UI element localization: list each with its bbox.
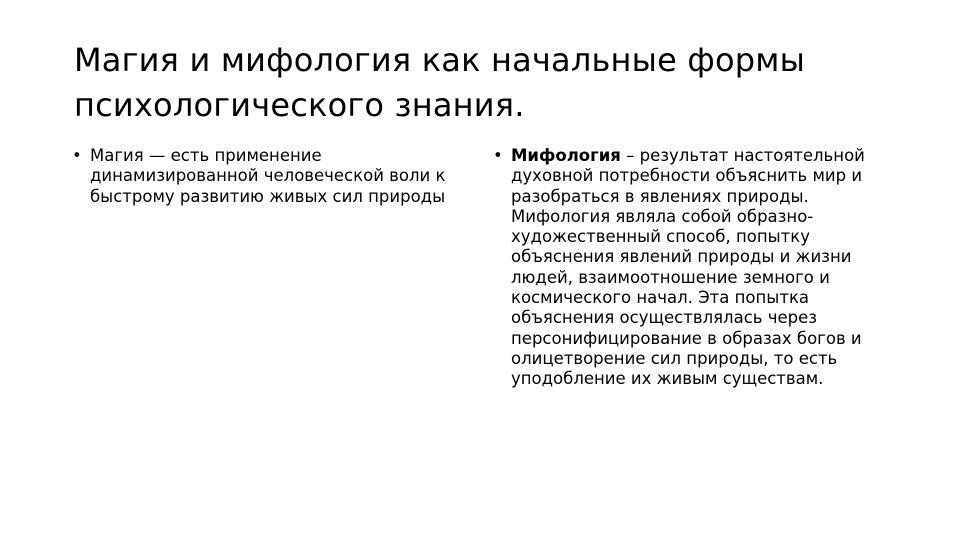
mythology-term: Мифология (511, 146, 621, 165)
mythology-bullet-item (493, 146, 878, 390)
left-column (72, 146, 447, 207)
magic-bullet-item (72, 146, 447, 207)
right-column (493, 146, 878, 390)
slide-title: Магия и мифология как начальные формы психологического знания. (74, 41, 806, 124)
magic-definition-text: Магия — есть применение динамизированной человеческой воли к быстрому развитию живых сил природы (90, 146, 446, 206)
mythology-definition-text: – результат настоятельной духовной потребности объяснить мир и разобраться в явлениях природы. Мифология являла собой образно-художественный способ, попытку объяснения явлений природы и жизни людей, взаимоотношение земного и космического начал. Эта попытка объяснения осуществлялась через персонифицирование в образах богов и олицетворение сил природы, то есть уподобление их живым существам. (511, 146, 865, 389)
bullet-icon: • (72, 146, 82, 165)
bullet-icon: • (493, 146, 503, 165)
